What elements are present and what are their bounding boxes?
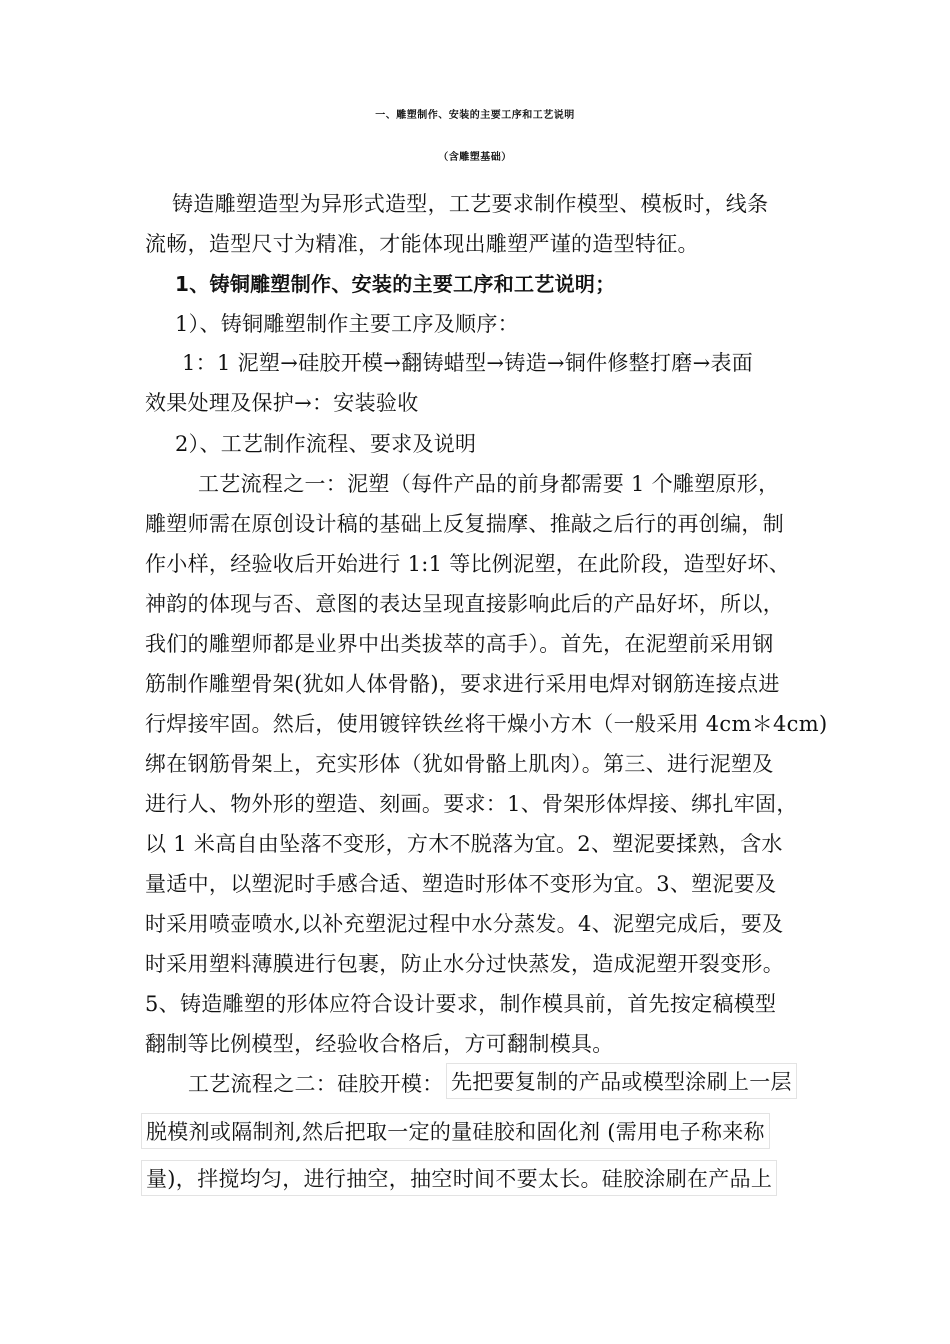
process2-boxed-line-3: 量)，拌搅均匀，进行抽空，抽空时间不要太长。硅胶涂刷在产品上 (141, 1160, 777, 1196)
process2-boxed-line-1: 先把要复制的产品或模型涂刷上一层 (446, 1063, 797, 1099)
intro-line-2: 流畅，造型尺寸为精准，才能体现出雕塑严谨的造型特征。 (145, 232, 699, 256)
process1-line-11: 量适中，以塑泥时手感合适、塑造时形体不变形为宜。3、塑泥要及 (145, 872, 777, 896)
process1-line-7: 行焊接牢固。然后，使用镀锌铁丝将干燥小方木（一般采用 4cm＊4cm) (145, 712, 828, 736)
process1-line-9: 进行人、物外形的塑造、刻画。要求：1、骨架形体焊接、绑扎牢固， (145, 792, 798, 816)
intro-line-1: 铸造雕塑造型为异形式造型，工艺要求制作模型、模板时，线条 (172, 192, 769, 216)
process1-line-14: 5、铸造雕塑的形体应符合设计要求，制作模具前，首先按定稿模型 (145, 992, 777, 1016)
sub1-heading: 1）、铸铜雕塑制作主要工序及顺序： (175, 312, 519, 336)
section1-heading: 1、铸铜雕塑制作、安装的主要工序和工艺说明； (175, 272, 616, 296)
process2-lead: 工艺流程之二：硅胶开模： (188, 1072, 444, 1096)
sequence-line-1: 1：1 泥塑→硅胶开模→翻铸蜡型→铸造→铜件修整打磨→表面 (182, 351, 754, 375)
process1-line-5: 我们的雕塑师都是业界中出类拔萃的高手）。首先，在泥塑前采用钢 (145, 632, 774, 656)
sequence-line-2: 效果处理及保护→：安装验收 (145, 391, 419, 415)
process1-line-10: 以 1 米高自由坠落不变形，方木不脱落为宜。2、塑泥要揉熟，含水 (145, 832, 783, 856)
process1-line-13: 时采用塑料薄膜进行包裹，防止水分过快蒸发，造成泥塑开裂变形。 (145, 952, 784, 976)
process1-line-4: 神韵的体现与否、意图的表达呈现直接影响此后的产品好坏，所以， (145, 592, 784, 616)
process1-line-12: 时采用喷壶喷水,以补充塑泥过程中水分蒸发。4、泥塑完成后，要及 (145, 912, 784, 936)
process1-line-1: 工艺流程之一：泥塑（每件产品的前身都需要 1 个雕塑原形， (198, 472, 780, 496)
document-subtitle: （含雕塑基础） (438, 152, 512, 163)
process1-line-15: 翻制等比例模型，经验收合格后，方可翻制模具。 (145, 1032, 614, 1056)
process1-line-3: 作小样，经验收后开始进行 1:1 等比例泥塑，在此阶段，造型好坏、 (145, 552, 791, 576)
process1-line-2: 雕塑师需在原创设计稿的基础上反复揣摩、推敲之后行的再创编，制 (145, 512, 784, 536)
process1-line-6: 筋制作雕塑骨架(犹如人体骨骼)，要求进行采用电焊对钢筋连接点进 (145, 672, 780, 696)
document-title: 一、雕塑制作、安装的主要工序和工艺说明 (375, 110, 575, 121)
sub2-heading: 2）、工艺制作流程、要求及说明 (175, 432, 477, 456)
process1-line-8: 绑在钢筋骨架上，充实形体（犹如骨骼上肌肉）。第三、进行泥塑及 (145, 752, 774, 776)
process2-boxed-line-2: 脱模剂或隔制剂,然后把取一定的量硅胶和固化剂 (需用电子称来称 (141, 1113, 770, 1149)
